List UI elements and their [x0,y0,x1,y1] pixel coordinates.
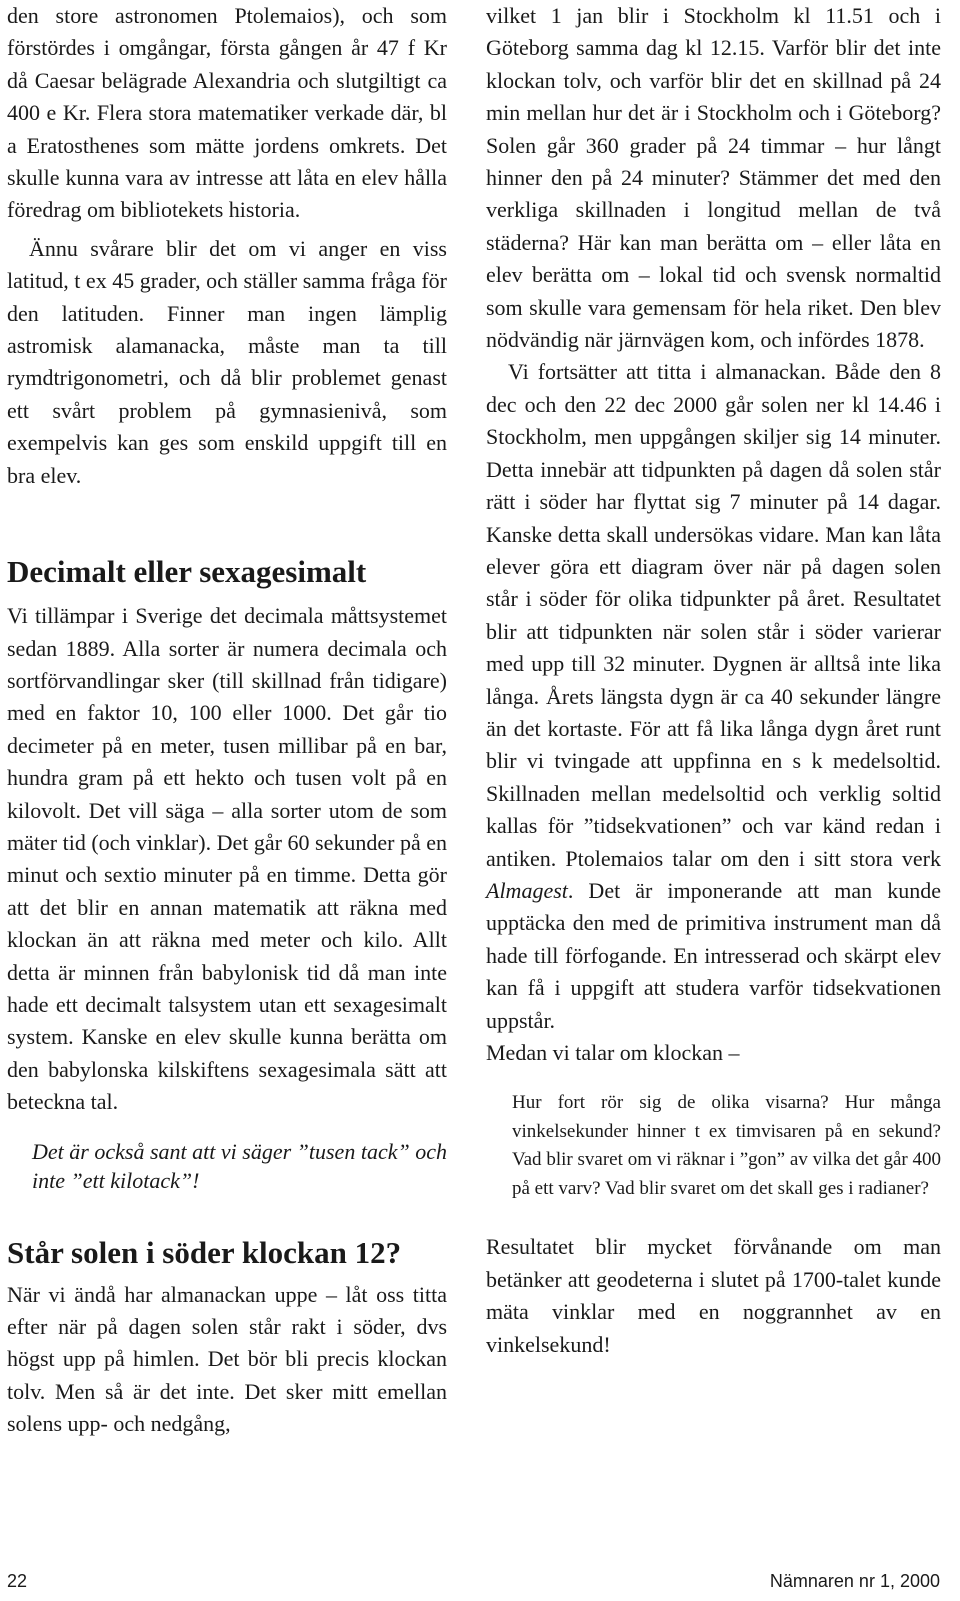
left-paragraph-1: den store astronomen Ptolemaios), och som förstördes i omgångar, första gången år 47 f Kr då Caesar belägrade Alexandria och slutgiltigt ca 400 e Kr. Flera stora matematiker verkade där, bl a Eratosthenes som mätte jordens omkrets. Det skulle kunna vara av intresse att låta en elev hålla föredrag om bibliotekets historia. [7,3,447,223]
left-column [7,0,447,1441]
question-box: Hur fort rör sig de olika visarna? Hur många vinkelsekunder hinner t ex timvisaren på en sekund? Vad blir svaret om vi räknar i ”gon” av vilka det går 400 på ett varv? Vad blir svaret om det skall ges i radianer? [512,1092,941,1199]
heading-decimalt: Decimalt eller sexagesimalt [7,554,367,590]
publication-name: Nämnaren nr 1, 2000 [769,1571,940,1591]
left-paragraph-4: När vi ändå har almanackan uppe – låt oss titta efter när på dagen solen står rakt i söder, dvs högst upp på himlen. Det bör bli precis klockan tolv. Men så är det inte. Det sker mitt emellan solens upp- och nedgång, [7,1281,447,1437]
pull-quote: Det är också sant att vi säger ”tusen tack” och inte ”ett kilotack”! [32,1138,447,1193]
right-paragraph-2: Vi fortsätter att titta i almanackan. Både den 8 dec och den 22 dec 2000 går solen ner kl 14.46 i Stockholm, men uppgången skiljer sig 14 minuter. Detta innebär att tidpunkten på dagen då solen står rätt i söder har flyttat sig 7 minuter på 14 dagar. Kanske detta skall undersökas vidare. Man kan låta elever göra ett diagram över när på dagen solen står i söder för olika tidpunkter på året. Resultatet blir att tidpunkten när solen står i söder varierar med upp till 32 minuter. Dygnen är alltså inte lika långa. Årets längsta dygn är ca 40 sekunder längre än det kortaste. För att få lika långa dygn året runt blir vi tvingade att uppfinna en s k medelsoltid. Skillnaden mellan medelsoltid och verklig soltid kallas för ”tidsekvationen” och var känd redan i antiken. Ptolemaios talar om den i sitt stora verk Almagest. Det är imponerande att man kunde upptäcka den med de primitiva instrument man då hade till förfogande. En intresserad och skärpt elev kan få i uppgift att studera varför tidsekvationen uppstår. [486,359,941,1033]
left-paragraph-3: Vi tillämpar i Sverige det decimala måttsystemet sedan 1889. Alla sorter är numera decimala och sortförvandlingar sker (till skillnad från tidigare) med en faktor 10, 100 eller 1000. Det går tio decimeter på en meter, tusen millibar på en bar, hundra gram på ett hekto och tusen volt på en kilovolt. Det vill säga – alla sorter utom de som mäter tid (och vinklar). Det går 60 sekunder på en minut och sextio minuter på en timme. Detta gör att det blir en annan matematik att räkna med klockan än att räkna med meter och kilo. Allt detta är minnen från babylonisk tid då man inte hade ett decimalt talsystem utan ett sexagesimalt system. Kanske en elev skulle kunna berätta om den babylonska kilskiftens sexagesimala sätt att beteckna tal. [7,603,447,1115]
almagest-title: Almagest [486,877,568,903]
heading-solen: Står solen i söder klockan 12? [7,1234,402,1270]
right-column [486,0,941,1361]
right-paragraph-3: Medan vi talar om klockan – [486,1040,740,1065]
left-paragraph-2: Ännu svårare blir det om vi anger en viss latitud, t ex 45 grader, och ställer samma fråga för den latituden. Finner man ingen lämplig astromisk alamanacka, måste man ta till rymdtrigonometri, och då blir problemet genast ett svårt problem på gymnasienivå, som exempelvis kan ges som enskild uppgift till en bra elev. [7,235,447,488]
page-number: 22 [7,1571,28,1591]
right-paragraph-1: vilket 1 jan blir i Stockholm kl 11.51 och i Göteborg samma dag kl 12.15. Varför blir det inte klockan tolv, och varför blir det en skillnad på 24 min mellan hur det är i Stockholm och i Göteborg? Solen går 360 grader på 24 timmar – hur långt hinner den på 24 minuter? Stämmer det med den verkliga skillnaden i longitud mellan de två städerna? Här kan man berätta om – eller låta en elev berätta om – lokal tid och svensk normaltid som skulle vara gemensam för hela riket. Den blev nödvändig när järnvägen kom, och infördes 1878. [486,3,941,353]
right-paragraph-4: Resultatet blir mycket förvånande om man betänker att geodeterna i slutet på 1700-talet kunde mäta vinklar med en noggrannhet av en vinkelsekund! [486,1234,941,1357]
